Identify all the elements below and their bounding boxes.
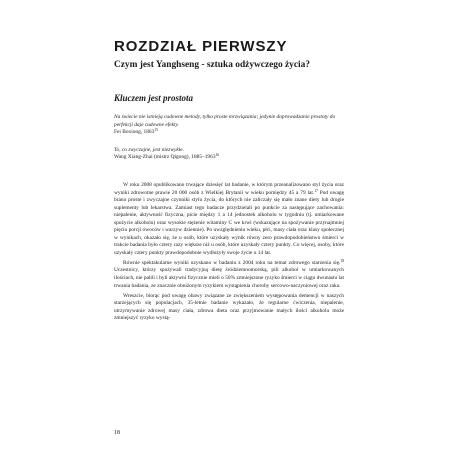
paragraph-1-part-b: Pod uwagę brano proste i zwyczajne czynniki stylu życia, do których nie zaliczały się mało znane diety lub drogie suplementy lub lekarstwa. Zamiast tego badacze przydzielali po punkcie za następujące zachowania: niepalenie, aktywność fizyczna, picie między 1 a 14 jednostek alkoholu w tygodniu (tj. umiarkowane spożycie alkoholu) oraz wysokie stężenie witaminy C we krwi (wskazujące na spożywanie przynajmniej pięciu porcji owoców i warzyw dziennie). Po uwzględnieniu wieku, płci, masy ciała oraz klasy społecznej w wynikach, okazało się, że u osób, które uzyskały wynik równy zero prawdopodobieństwo śmierci w trakcie badania było cztery razy większe niż u osób, które uzyskały cztery punkty. Co więcej, osoby, które uzyskały cztery punkty prawdopodobnie wydłużyły swoje życie o 14 lat.: [114, 189, 345, 256]
epigraph-2-author: Wang Xiang-Zhai (mistrz Qigong), 1885–1963: [114, 154, 216, 161]
footnote-ref: 15: [154, 128, 158, 133]
footnote-ref: 17: [314, 188, 318, 193]
page-number: 18: [114, 430, 120, 436]
epigraph-1-quote: Na świecie nie istnieją cudowne metody, tylko proste mrzwiązania; jedynie doprowadzanie prostoty do perfekcji daje cudowne efekty.: [114, 114, 336, 128]
footnote-ref: 18: [340, 258, 344, 263]
chapter-title: ROZDZIAŁ PIERWSZY: [114, 38, 288, 55]
epigraph-1-attribution: [114, 129, 344, 137]
epigraph-2-attribution: [114, 154, 344, 162]
paragraph-2: [114, 260, 344, 290]
section-title: Kluczem jest prostota: [114, 93, 194, 103]
epigraph-2: [114, 147, 344, 162]
epigraph-2-quote: To, co zwyczajne, jest niezwykłe.: [114, 146, 185, 153]
paragraph-1: [114, 182, 344, 257]
paragraph-3: Wreszcie, biorąc pod uwagę obawy związane ze zwiększeniem występowania demencji w naszych starzejących się populacjach, 35-letnie badanie wykazało, że regularne ćwiczenia, niepalenie, utrzymywanie zdrowej masy ciała, zdrowa dieta oraz przyjmowanie małych ilości alkoholu może zmniejszyć ryzyko wystą-: [114, 292, 344, 322]
chapter-subtitle: Czym jest Yanghseng - sztuka odżywczego życia?: [114, 60, 310, 70]
epigraph-1: [114, 114, 344, 137]
footnote-ref: 16: [215, 153, 220, 158]
paragraph-2-part-a: Równie spektakularne wyniki uzyskano w badaniu z 2004 roku na temat zdrowego starzenia się.: [123, 259, 341, 266]
paragraph-2-part-b: Uczestnicy, którzy spożywali tradycyjną dietę śródziemnomorską, pili alkohol w umiarkowanych ilościach, nie palili i byli aktywni fizycznie mieli o 50% zmniejszone ryzyko śmierci w ciągu dwunastu lat trwania badania, ze znacznie obniżonym ryzykiem wystąpienia choroby sercowo-naczyniowej oraz raka.: [114, 267, 344, 289]
paragraph-1-part-a: W roku 2008 opublikowano trwające dziesięć lat badanie, w którym przeanalizowano styl życia oraz wyniki zdrowotne prawie 20 000 osób z Wielkiej Brytanii w wieku pomiędzy 45 a 79 lat.: [114, 181, 344, 196]
page-content: [114, 38, 344, 325]
body-text: [114, 182, 344, 323]
epigraph-1-author: Fei Boxiong, 1863: [114, 129, 155, 136]
